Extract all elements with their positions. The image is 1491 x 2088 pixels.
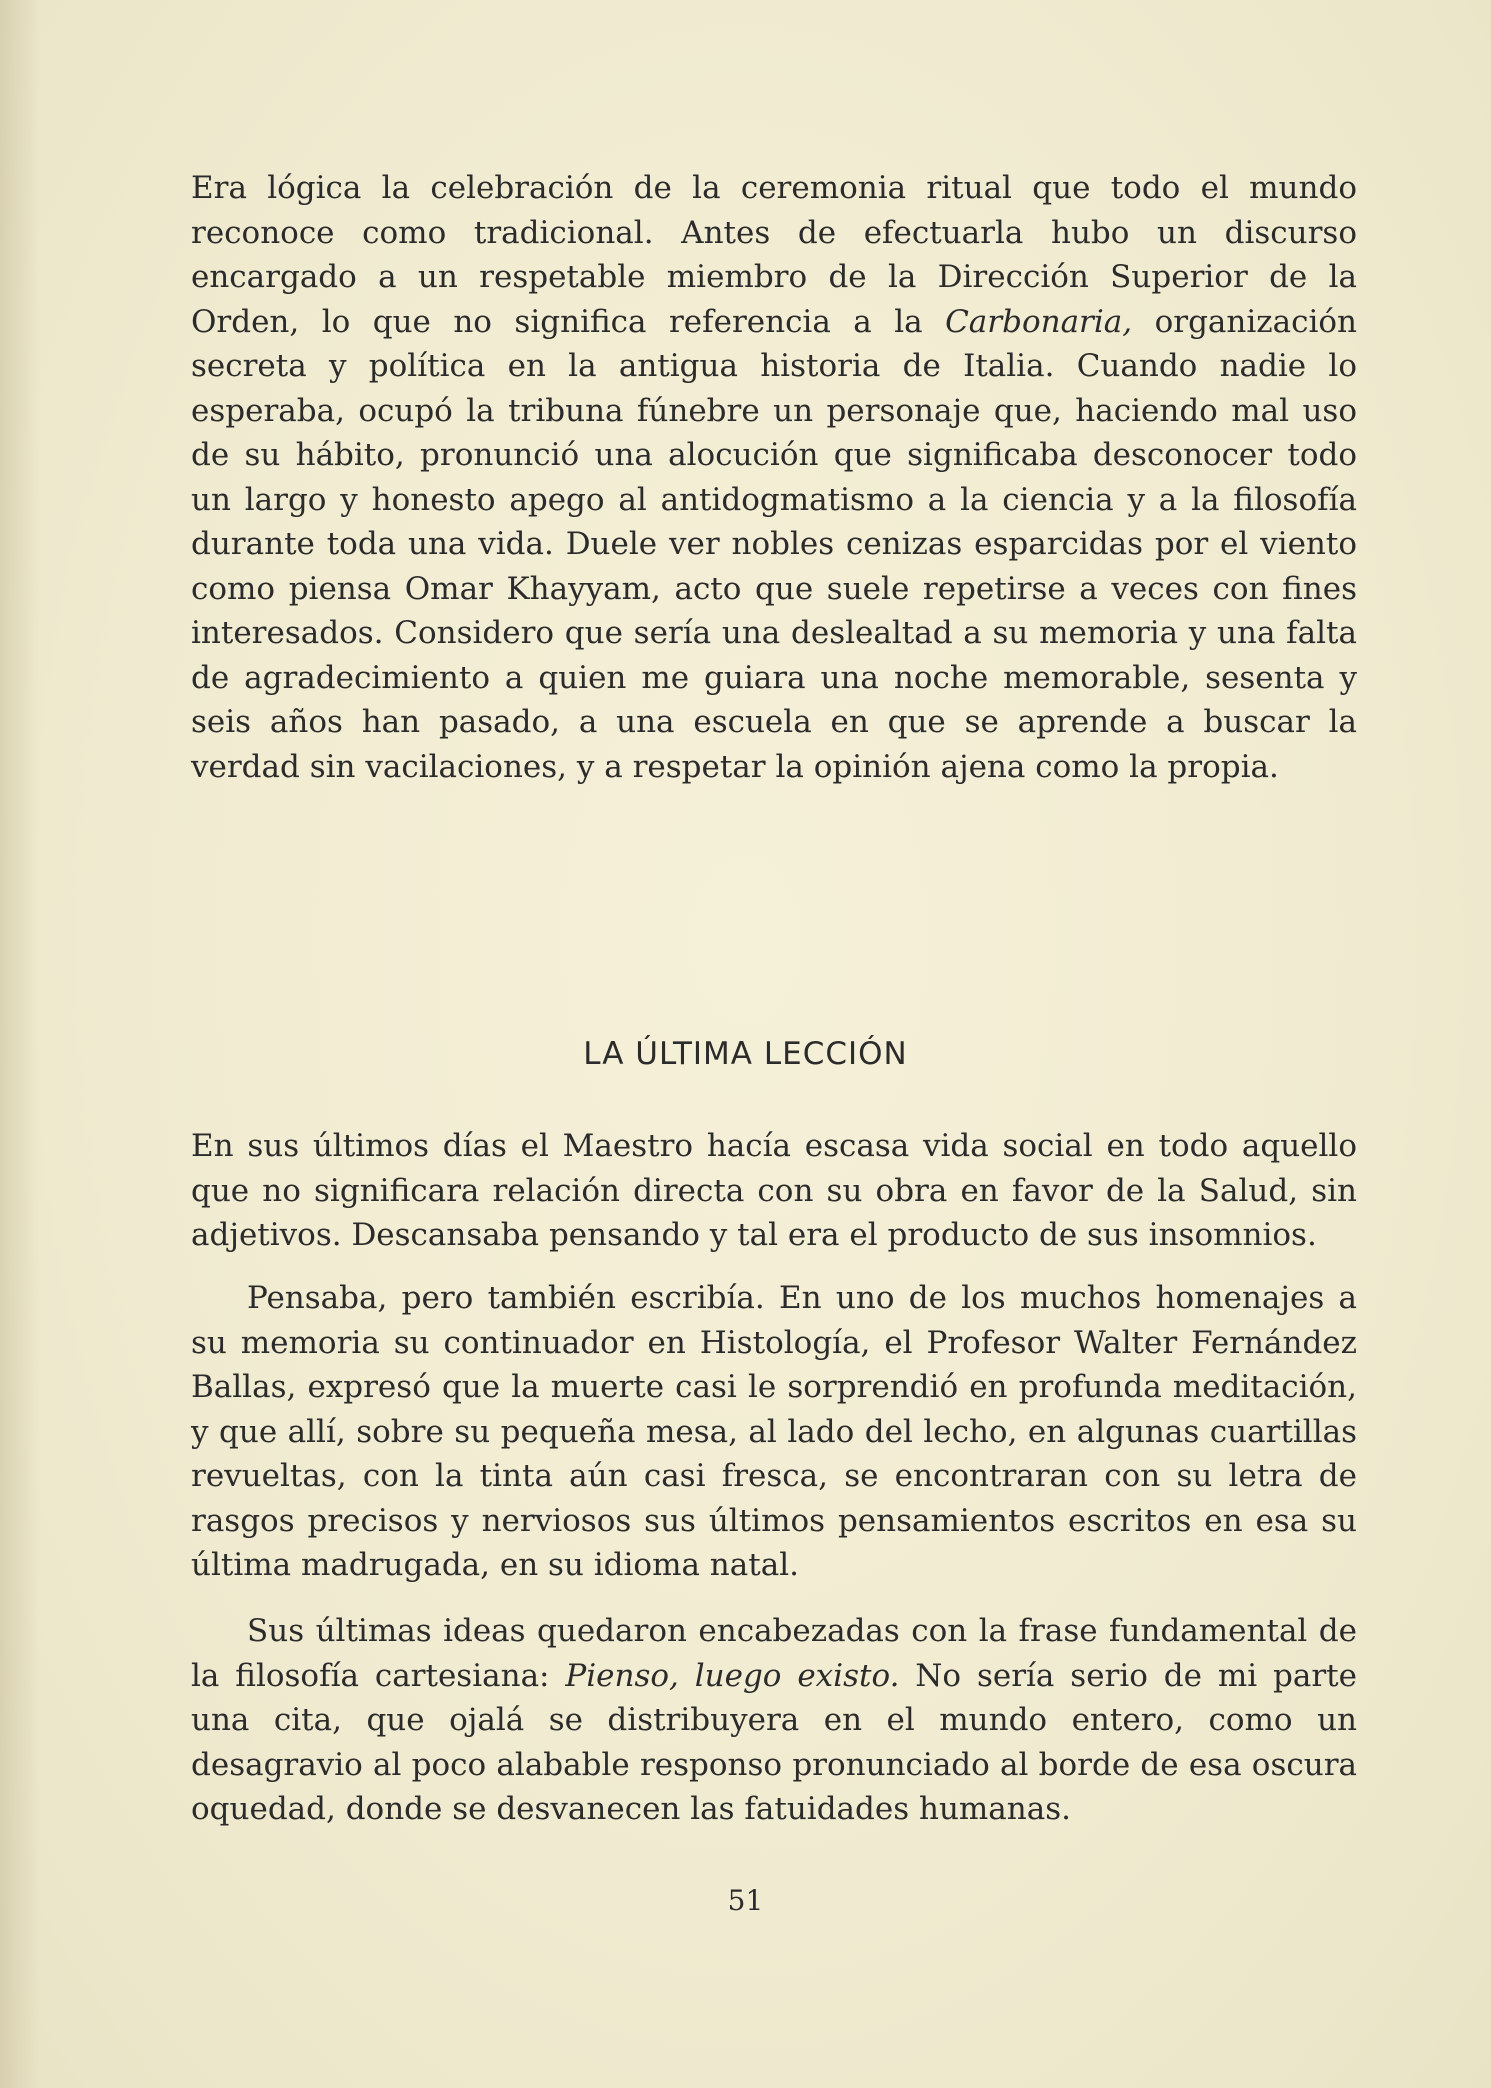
paragraph-ceremony [191, 166, 1357, 789]
paragraph-text: Pensaba, pero también escribía. En uno de los muchos homenajes a su memoria su continuador en Histología, el Profesor Walter Fernández Ballas, expresó que la muerte casi le sorprendió en profunda meditación, y que allí, sobre su pequeña mesa, al lado del lecho, en algunas cuartillas revueltas, con la tinta aún casi fresca, se encontraran con su letra de rasgos precisos y nerviosos sus últimos pensamientos escritos en esa su última madrugada, en su idioma natal. [191, 1280, 1357, 1583]
section-title: LA ÚLTIMA LECCIÓN [583, 1036, 908, 1072]
page-number: 51 [727, 1884, 764, 1917]
paragraph-text: No sería serio de mi parte una cita, que ojalá se distribuyera en el mundo entero, como un desagravio al poco alabable responso pronunciado al borde de esa oscura oquedad, donde se desvanecen las fatuidades humanas. [191, 1657, 1357, 1827]
paragraph-text: Era lógica la celebración de la ceremonia ritual que todo el mundo reconoce como tradicional. Antes de efectuarla hubo un discurso encargado a un respetable miembro de la Dirección Superior de la Orden, lo que no significa referencia a la [191, 170, 1357, 340]
paragraph-text: En sus últimos días el Maestro hacía escasa vida social en todo aquello que no significara relación directa con su obra en favor de la Salud, sin adjetivos. Descansaba pensando y tal era el producto de sus insomnios. [191, 1128, 1357, 1253]
italic-quote-cogito: Pienso, luego existo. [565, 1657, 900, 1694]
paragraph-writing [191, 1276, 1357, 1588]
italic-term-carbonaria: Carbonaria, [945, 303, 1133, 340]
paragraph-text: organización secreta y política en la antigua historia de Italia. Cuando nadie lo esperaba, ocupó la tribuna fúnebre un personaje que, haciendo mal uso de su hábito, pronunció una alocución que significaba desconocer todo un largo y honesto apego al antidogmatismo a la ciencia y a la filosofía durante toda una vida. Duele ver nobles cenizas esparcidas por el viento como piensa Omar Khayyam, acto que suele repetirse a veces con fines interesados. Considero que sería una deslealtad a su memoria y una falta de agradecimiento a quien me guiara una noche memorable, sesenta y seis años han pasado, a una escuela en que se aprende a buscar la verdad sin vacilaciones, y a respetar la opinión ajena como la propia. [191, 303, 1357, 785]
paragraph-last-ideas [191, 1609, 1357, 1832]
paragraph-last-days [191, 1124, 1357, 1258]
paragraph-text: Sus últimas ideas quedaron encabezadas con la frase fundamental de la filosofía cartesiana: [191, 1613, 1357, 1694]
